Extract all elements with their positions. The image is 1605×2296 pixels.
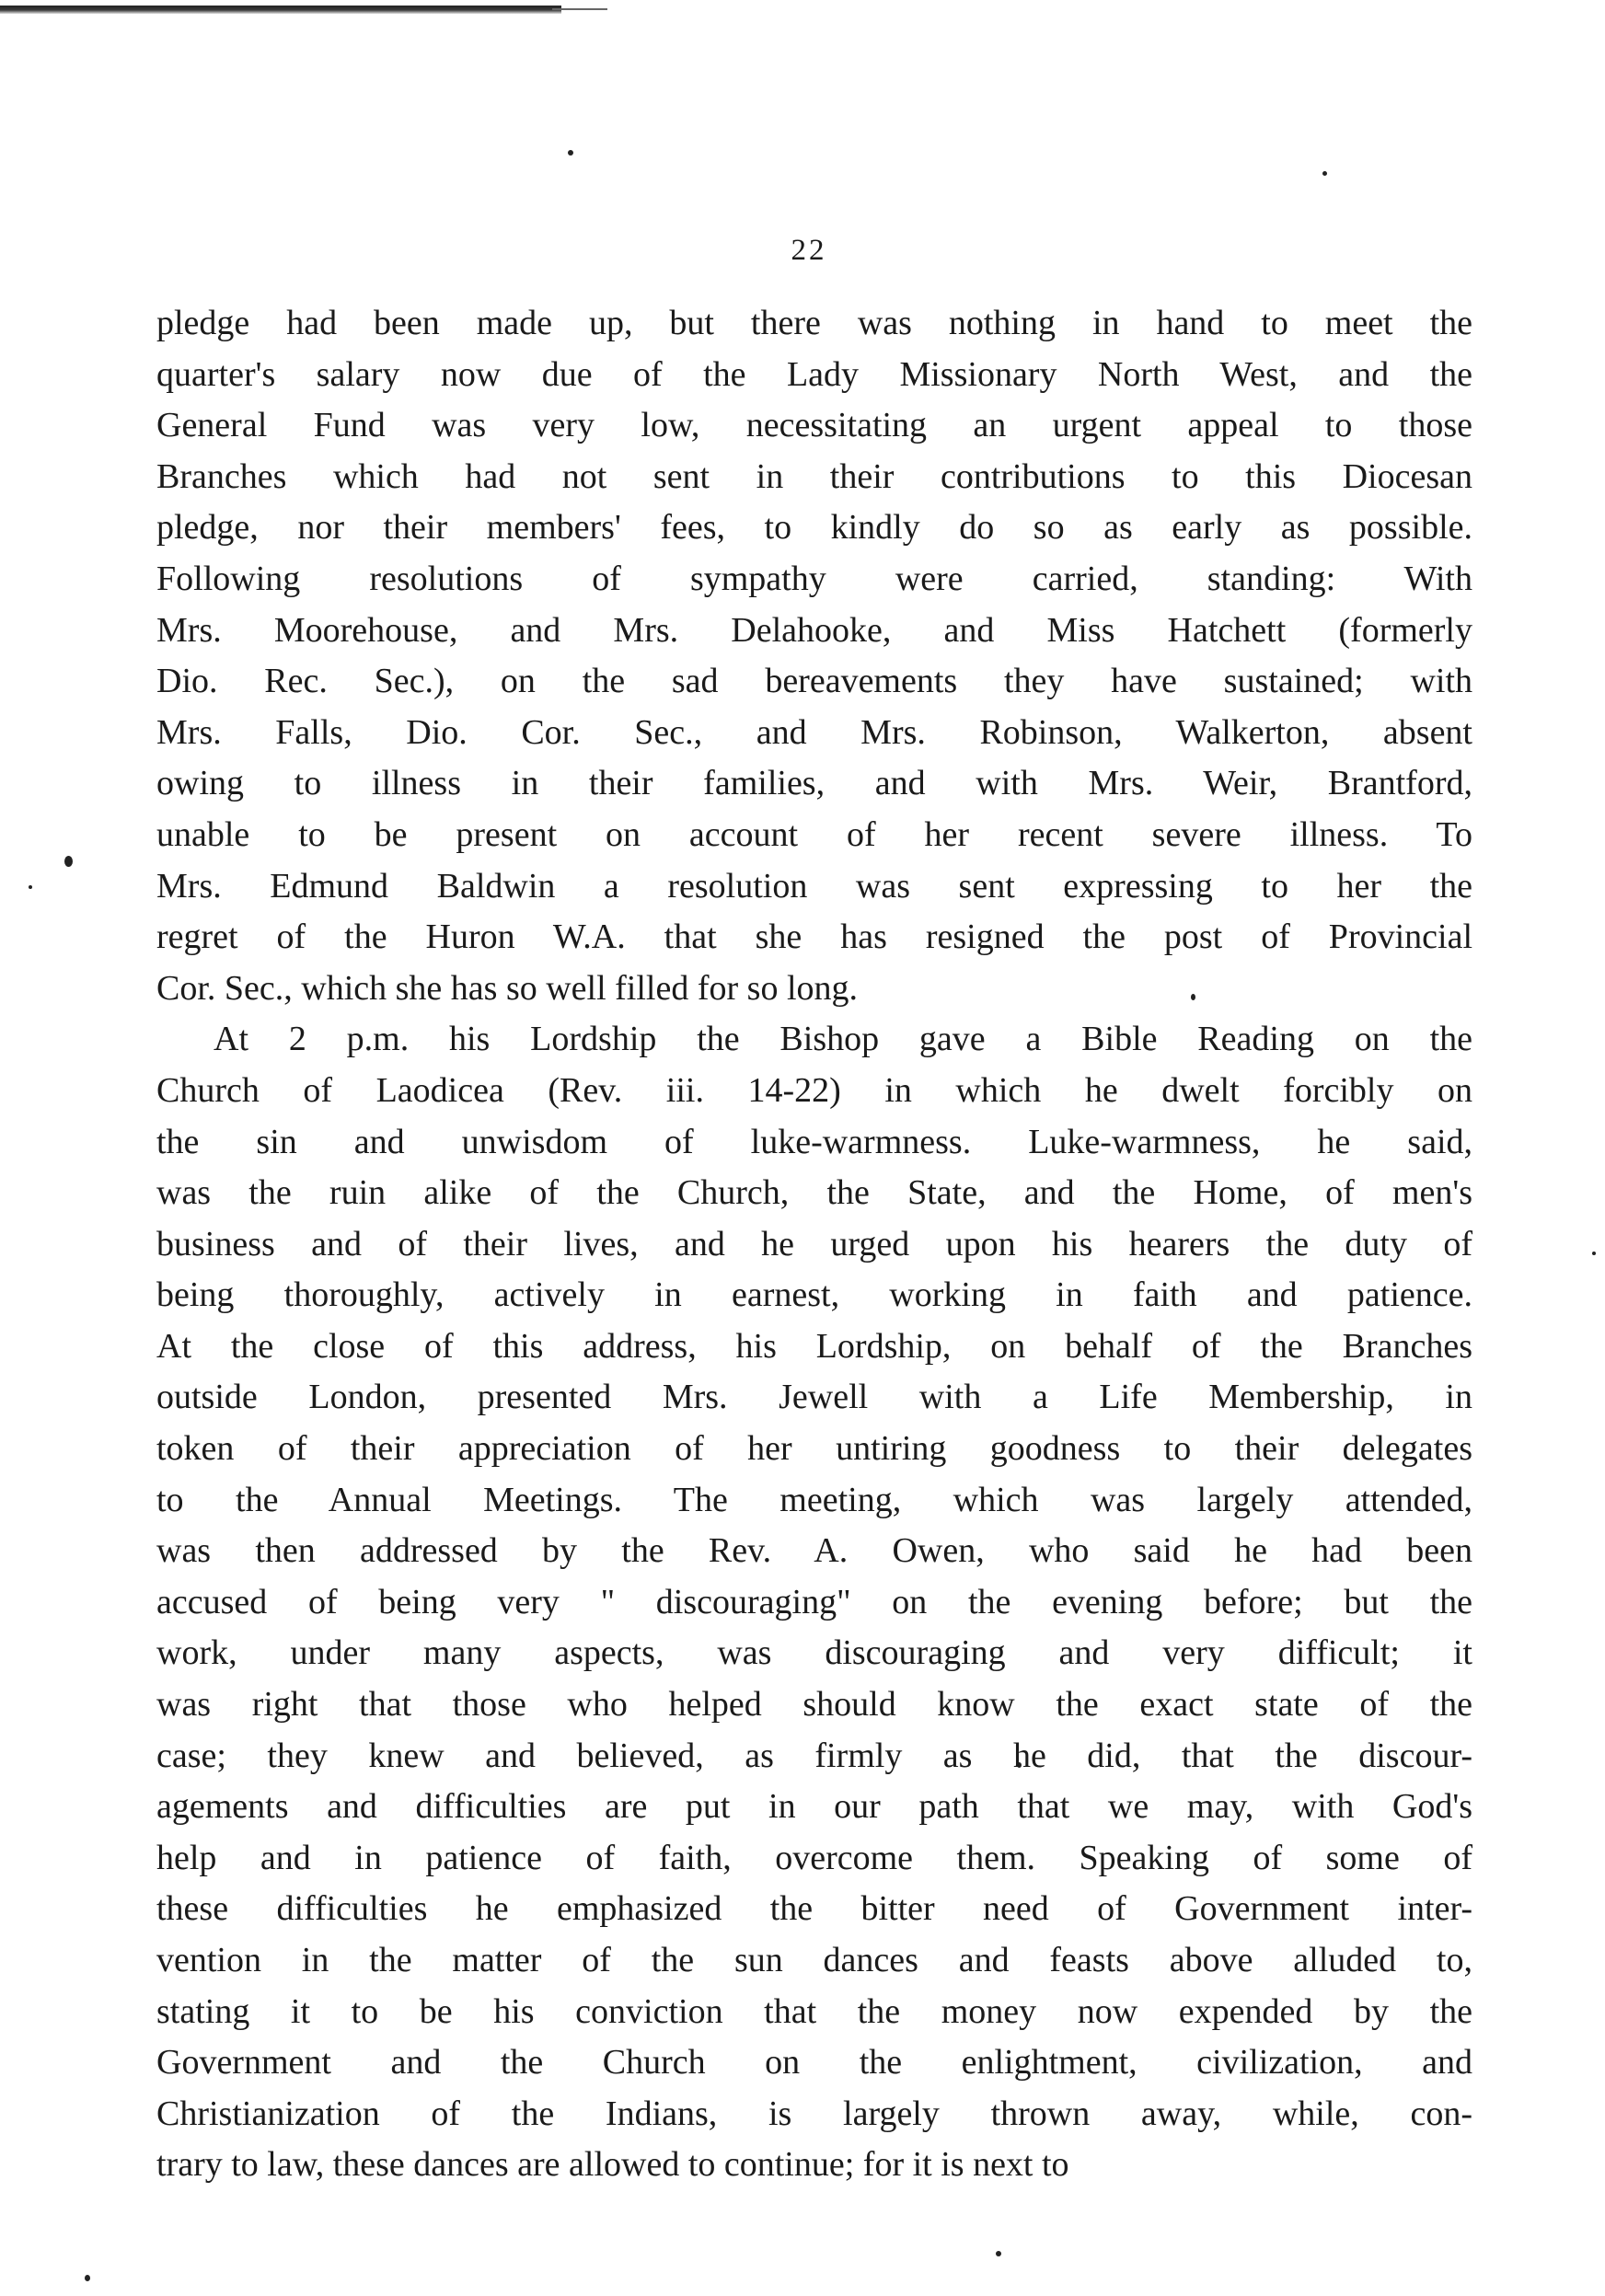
text-line: Cor. Sec., which she has so well filled for so long. <box>156 968 859 1008</box>
text-line: regret of the Huron W.A. that she has resigned the post of Provincial <box>156 917 1472 957</box>
text-line: accused of being very " discouraging" on the evening before; but the <box>156 1582 1472 1621</box>
text-line: the sin and unwisdom of luke-warmness. Luke-warmness, he said, <box>156 1122 1472 1161</box>
text-line: pledge, nor their members' fees, to kindly do so as early as possible. <box>156 508 1472 548</box>
text-line: General Fund was very low, necessitating an urgent appeal to those <box>156 406 1472 445</box>
text-line: Church of Laodicea (Rev. iii. 14-22) in which he dwelt forcibly on <box>156 1070 1472 1110</box>
paragraph <box>156 1014 1472 2191</box>
text-line: Mrs. Edmund Baldwin a resolution was sent expressing to her the <box>156 866 1472 906</box>
text-line: Mrs. Falls, Dio. Cor. Sec., and Mrs. Robinson, Walkerton, absent <box>156 712 1472 752</box>
text-line: owing to illness in their families, and with Mrs. Weir, Brantford, <box>156 764 1472 803</box>
scan-speck <box>29 885 32 889</box>
text-line: stating it to be his conviction that the money now expended by the <box>156 1991 1472 2031</box>
scan-speck <box>64 856 73 867</box>
text-line: unable to be present on account of her recent severe illness. To <box>156 814 1472 854</box>
scan-speck <box>568 150 573 156</box>
text-line: pledge had been made up, but there was nothing in hand to meet the <box>156 304 1472 342</box>
text-line: Christianization of the Indians, is largely thrown away, while, con- <box>156 2094 1472 2133</box>
text-line: Following resolutions of sympathy were carried, standing: With <box>156 559 1472 598</box>
text-line: help and in patience of faith, overcome them. Speaking of some of <box>156 1838 1472 1877</box>
text-line: outside London, presented Mrs. Jewell with a Life Membership, in <box>156 1378 1472 1417</box>
text-line: business and of their lives, and he urged upon his hearers the duty of <box>156 1224 1472 1263</box>
text-line: these difficulties he emphasized the bitter need of Government inter- <box>156 1889 1472 1929</box>
text-line: Branches which had not sent in their contributions to this Diocesan <box>156 456 1472 496</box>
text-line: Dio. Rec. Sec.), on the sad bereavements they have sustained; with <box>156 662 1472 701</box>
text-line: being thoroughly, actively in earnest, working in faith and patience. <box>156 1275 1472 1315</box>
text-line: agements and difficulties are put in our path that we may, with God's <box>156 1787 1472 1827</box>
text-line: to the Annual Meetings. The meeting, which was largely attended, <box>156 1480 1472 1519</box>
scan-speck <box>85 2275 90 2281</box>
scan-speck <box>1592 1252 1596 1255</box>
text-line: At 2 p.m. his Lordship the Bishop gave a Bible Reading on the <box>214 1020 1472 1059</box>
text-line: Mrs. Moorehouse, and Mrs. Delahooke, and Miss Hatchett (formerly <box>156 610 1472 650</box>
text-line: work, under many aspects, was discouraging and very difficult; it <box>156 1633 1472 1673</box>
text-line: trary to law, these dances are allowed to continue; for it is next to <box>156 2145 1069 2185</box>
text-line: was the ruin alike of the Church, the State, and the Home, of men's <box>156 1173 1472 1213</box>
text-line: Government and the Church on the enlightment, civilization, and <box>156 2043 1472 2083</box>
text-line: vention in the matter of the sun dances and feasts above alluded to, <box>156 1941 1472 1979</box>
text-line: quarter's salary now due of the Lady Missionary North West, and the <box>156 354 1472 394</box>
body-text <box>156 298 1472 2191</box>
text-line: At the close of this address, his Lordship, on behalf of the Branches <box>156 1326 1472 1366</box>
scan-edge-rule <box>0 6 561 14</box>
text-line: token of their appreciation of her untiring goodness to their delegates <box>156 1429 1472 1469</box>
text-line: was then addressed by the Rev. A. Owen, who said he had been <box>156 1531 1472 1571</box>
text-line: was right that those who helped should know the exact state of the <box>156 1685 1472 1725</box>
paragraph <box>156 298 1472 1014</box>
scan-edge-rule-tail <box>552 8 607 10</box>
scan-speck <box>996 2251 1001 2256</box>
scan-speck <box>1322 171 1327 176</box>
page-number: 22 <box>791 234 827 267</box>
text-line: case; they knew and believed, as firmly as he did, that the discour- <box>156 1736 1472 1775</box>
